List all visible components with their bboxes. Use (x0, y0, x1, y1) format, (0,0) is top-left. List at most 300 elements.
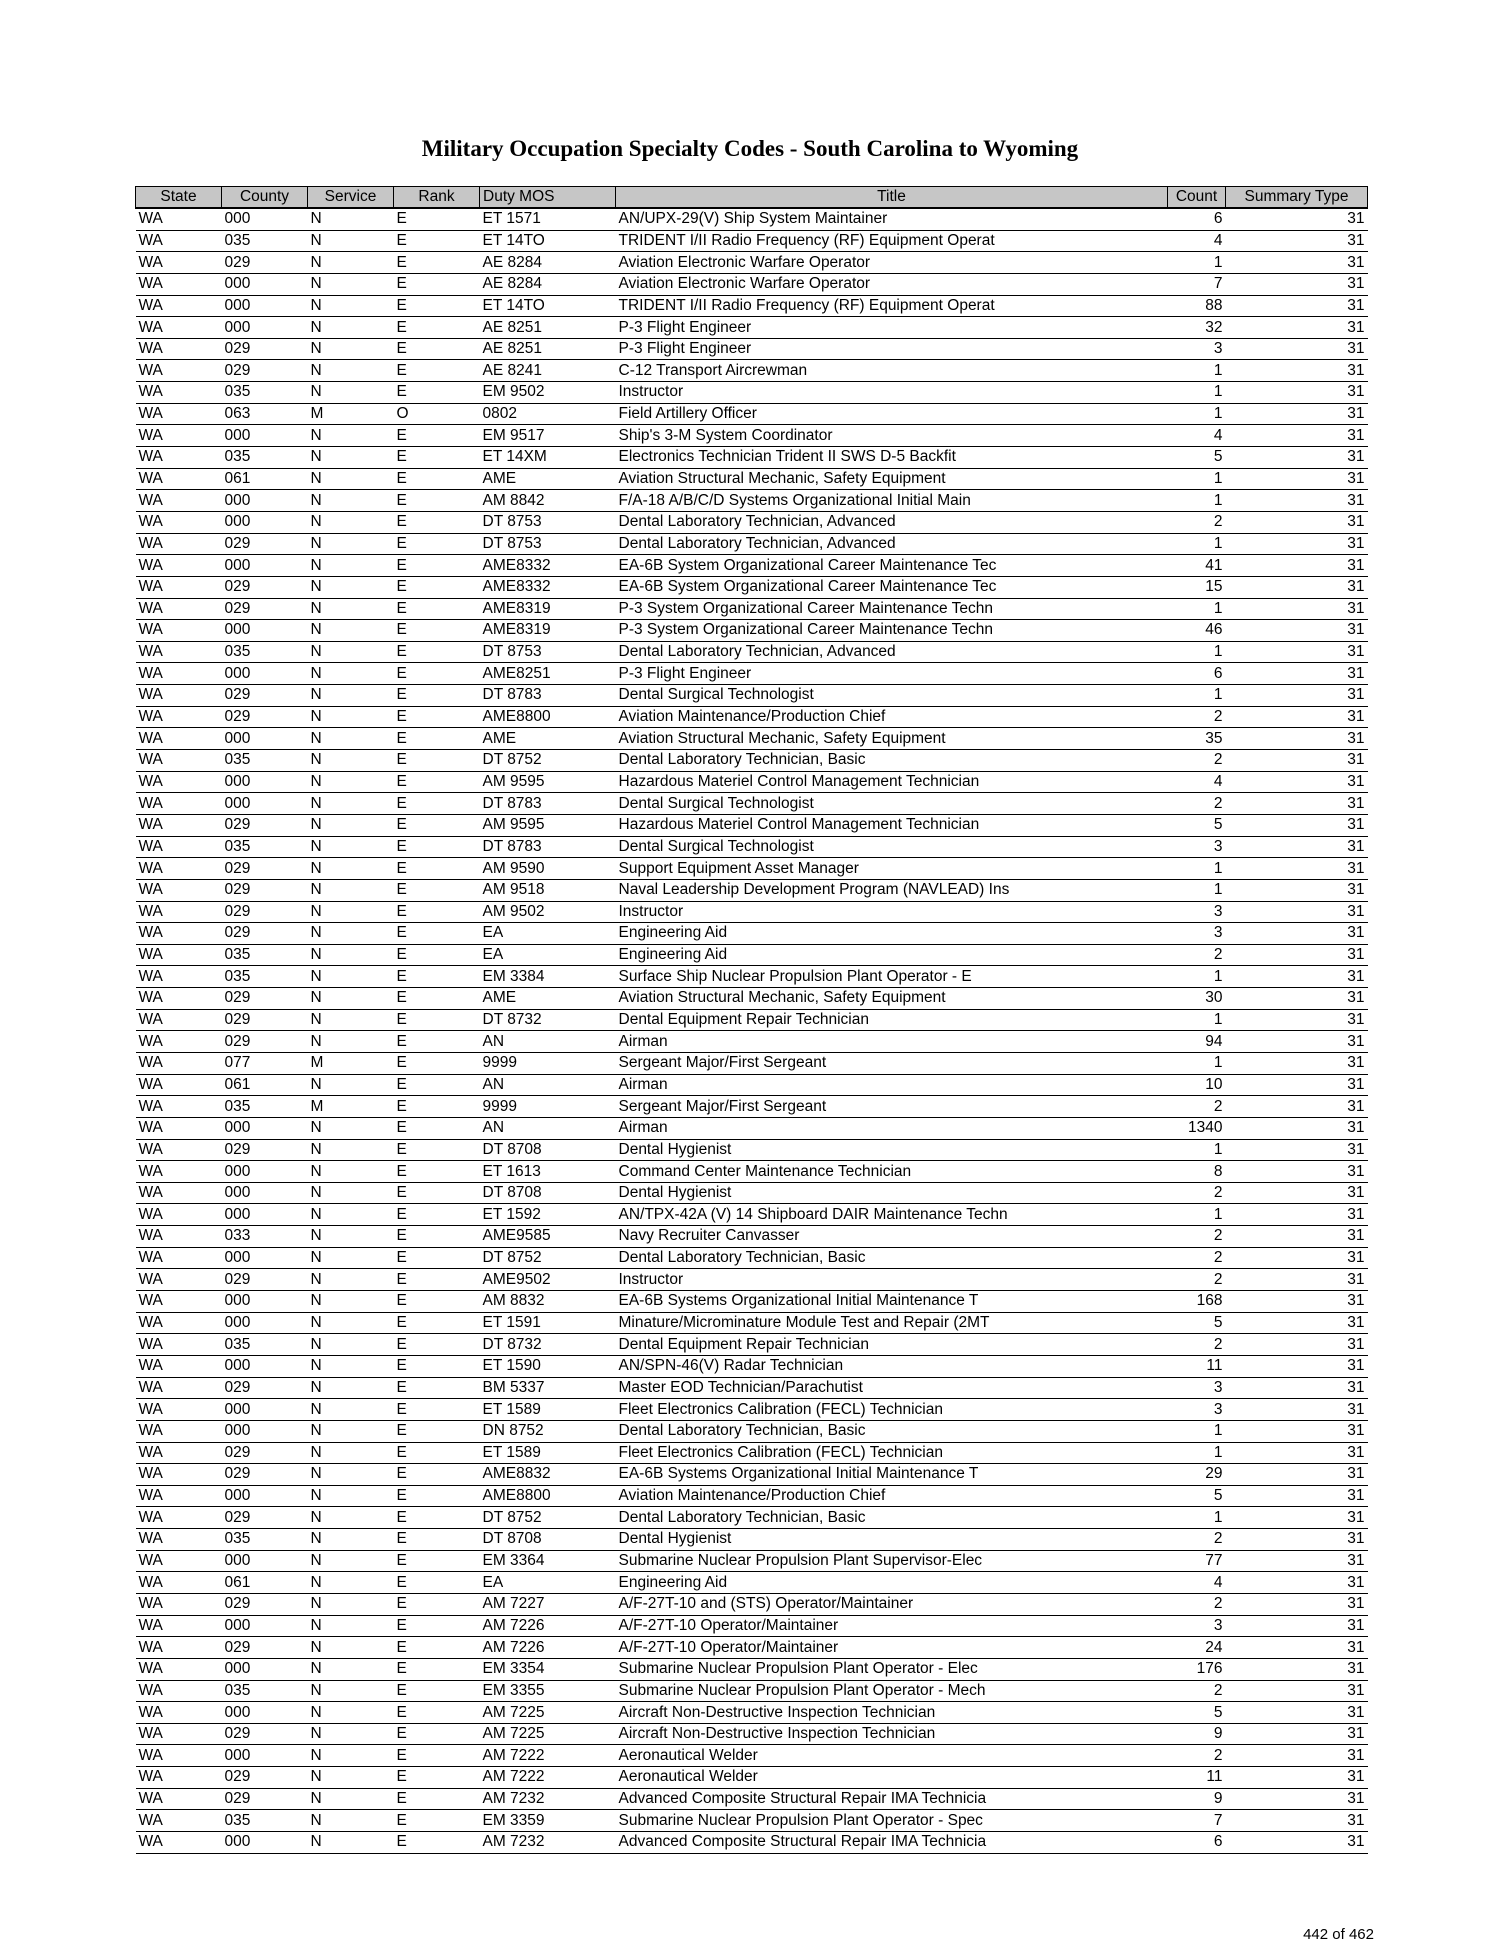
cell-service: N (308, 338, 394, 360)
cell-state: WA (136, 858, 222, 880)
cell-duty-mos: EM 3364 (480, 1550, 616, 1572)
cell-title: Submarine Nuclear Propulsion Plant Operator - Elec (616, 1658, 1168, 1680)
cell-service: N (308, 1226, 394, 1248)
cell-duty-mos: ET 14TO (480, 295, 616, 317)
cell-count: 2 (1168, 1680, 1226, 1702)
cell-summary-type: 31 (1226, 1052, 1368, 1074)
cell-duty-mos: BM 5337 (480, 1377, 616, 1399)
cell-rank: E (394, 663, 480, 685)
cell-county: 029 (222, 1464, 308, 1486)
cell-title: Dental Hygienist (616, 1182, 1168, 1204)
cell-count: 1 (1168, 533, 1226, 555)
cell-rank: E (394, 1204, 480, 1226)
table-row (136, 1161, 1368, 1183)
col-header-duty-mos: Duty MOS (480, 187, 616, 209)
cell-service: N (308, 252, 394, 274)
cell-state: WA (136, 1269, 222, 1291)
cell-service: N (308, 1161, 394, 1183)
cell-duty-mos: AME (480, 728, 616, 750)
cell-summary-type: 31 (1226, 814, 1368, 836)
cell-title: Hazardous Materiel Control Management Technician (616, 771, 1168, 793)
cell-summary-type: 31 (1226, 1182, 1368, 1204)
cell-rank: E (394, 1074, 480, 1096)
cell-duty-mos: AM 7226 (480, 1637, 616, 1659)
table-row (136, 1507, 1368, 1529)
cell-county: 029 (222, 338, 308, 360)
cell-summary-type: 31 (1226, 1810, 1368, 1832)
cell-duty-mos: DT 8783 (480, 836, 616, 858)
cell-service: N (308, 1399, 394, 1421)
table-row (136, 1615, 1368, 1637)
table-row (136, 1420, 1368, 1442)
cell-state: WA (136, 1810, 222, 1832)
cell-rank: E (394, 1615, 480, 1637)
table-row (136, 1312, 1368, 1334)
cell-state: WA (136, 382, 222, 404)
cell-duty-mos: AME8251 (480, 663, 616, 685)
cell-county: 077 (222, 1052, 308, 1074)
cell-count: 2 (1168, 1182, 1226, 1204)
cell-title: Support Equipment Asset Manager (616, 858, 1168, 880)
cell-state: WA (136, 1334, 222, 1356)
cell-title: Naval Leadership Development Program (NAVLEAD) Ins (616, 879, 1168, 901)
cell-rank: E (394, 490, 480, 512)
cell-summary-type: 31 (1226, 533, 1368, 555)
cell-state: WA (136, 1355, 222, 1377)
cell-service: N (308, 230, 394, 252)
cell-count: 94 (1168, 1031, 1226, 1053)
cell-state: WA (136, 403, 222, 425)
table-row (136, 1139, 1368, 1161)
cell-service: N (308, 793, 394, 815)
cell-title: Dental Hygienist (616, 1139, 1168, 1161)
cell-state: WA (136, 1594, 222, 1616)
cell-rank: E (394, 1702, 480, 1724)
table-row (136, 793, 1368, 815)
cell-duty-mos: EA (480, 923, 616, 945)
cell-summary-type: 31 (1226, 1334, 1368, 1356)
cell-duty-mos: AME (480, 468, 616, 490)
cell-service: N (308, 490, 394, 512)
cell-title: Dental Equipment Repair Technician (616, 1009, 1168, 1031)
cell-count: 24 (1168, 1637, 1226, 1659)
cell-service: N (308, 511, 394, 533)
cell-title: EA-6B Systems Organizational Initial Maintenance T (616, 1291, 1168, 1313)
cell-state: WA (136, 1139, 222, 1161)
table-row (136, 1767, 1368, 1789)
cell-count: 2 (1168, 1529, 1226, 1551)
cell-summary-type: 31 (1226, 901, 1368, 923)
cell-rank: E (394, 836, 480, 858)
cell-title: Submarine Nuclear Propulsion Plant Supervisor-Elec (616, 1550, 1168, 1572)
cell-rank: E (394, 966, 480, 988)
cell-title: Navy Recruiter Canvasser (616, 1226, 1168, 1248)
cell-duty-mos: AM 8842 (480, 490, 616, 512)
cell-title: Aeronautical Welder (616, 1767, 1168, 1789)
cell-county: 029 (222, 1269, 308, 1291)
cell-state: WA (136, 555, 222, 577)
cell-state: WA (136, 447, 222, 469)
cell-rank: E (394, 1009, 480, 1031)
cell-title: Dental Laboratory Technician, Basic (616, 1420, 1168, 1442)
cell-duty-mos: AME9502 (480, 1269, 616, 1291)
cell-county: 000 (222, 1550, 308, 1572)
cell-title: Aviation Maintenance/Production Chief (616, 1485, 1168, 1507)
cell-rank: E (394, 1442, 480, 1464)
cell-rank: E (394, 879, 480, 901)
cell-title: Ship's 3-M System Coordinator (616, 425, 1168, 447)
cell-summary-type: 31 (1226, 1529, 1368, 1551)
cell-county: 000 (222, 511, 308, 533)
cell-state: WA (136, 1507, 222, 1529)
cell-rank: E (394, 1550, 480, 1572)
cell-service: N (308, 879, 394, 901)
cell-rank: E (394, 1572, 480, 1594)
cell-duty-mos: AE 8284 (480, 273, 616, 295)
cell-service: N (308, 966, 394, 988)
cell-title: Aviation Electronic Warfare Operator (616, 252, 1168, 274)
cell-rank: E (394, 295, 480, 317)
cell-count: 2 (1168, 944, 1226, 966)
table-row (136, 208, 1368, 230)
cell-state: WA (136, 1291, 222, 1313)
cell-rank: E (394, 1247, 480, 1269)
cell-title: Aeronautical Welder (616, 1745, 1168, 1767)
cell-duty-mos: AME (480, 988, 616, 1010)
cell-title: Instructor (616, 1269, 1168, 1291)
cell-service: N (308, 944, 394, 966)
cell-rank: E (394, 1637, 480, 1659)
cell-title: Aircraft Non-Destructive Inspection Technician (616, 1702, 1168, 1724)
cell-state: WA (136, 1572, 222, 1594)
cell-summary-type: 31 (1226, 1507, 1368, 1529)
cell-count: 30 (1168, 988, 1226, 1010)
cell-duty-mos: DT 8783 (480, 793, 616, 815)
cell-rank: E (394, 1312, 480, 1334)
cell-count: 2 (1168, 706, 1226, 728)
cell-rank: E (394, 1399, 480, 1421)
cell-service: N (308, 1745, 394, 1767)
cell-count: 5 (1168, 814, 1226, 836)
cell-duty-mos: AME8800 (480, 706, 616, 728)
cell-count: 1 (1168, 879, 1226, 901)
cell-count: 6 (1168, 663, 1226, 685)
cell-county: 035 (222, 1096, 308, 1118)
cell-summary-type: 31 (1226, 988, 1368, 1010)
cell-duty-mos: ET 1591 (480, 1312, 616, 1334)
cell-service: N (308, 1420, 394, 1442)
cell-duty-mos: AME8319 (480, 598, 616, 620)
cell-count: 88 (1168, 295, 1226, 317)
table-row (136, 1442, 1368, 1464)
table-row (136, 1096, 1368, 1118)
table-row (136, 1550, 1368, 1572)
cell-title: P-3 Flight Engineer (616, 317, 1168, 339)
cell-state: WA (136, 360, 222, 382)
cell-count: 41 (1168, 555, 1226, 577)
cell-title: Instructor (616, 382, 1168, 404)
cell-state: WA (136, 814, 222, 836)
cell-rank: E (394, 360, 480, 382)
cell-summary-type: 31 (1226, 944, 1368, 966)
cell-duty-mos: AME9585 (480, 1226, 616, 1248)
cell-count: 1 (1168, 382, 1226, 404)
cell-title: Airman (616, 1031, 1168, 1053)
cell-county: 035 (222, 382, 308, 404)
cell-summary-type: 31 (1226, 1204, 1368, 1226)
cell-rank: E (394, 728, 480, 750)
cell-rank: E (394, 1031, 480, 1053)
table-row (136, 490, 1368, 512)
cell-summary-type: 31 (1226, 1745, 1368, 1767)
cell-summary-type: 31 (1226, 576, 1368, 598)
cell-county: 029 (222, 533, 308, 555)
cell-county: 035 (222, 1529, 308, 1551)
cell-duty-mos: DT 8708 (480, 1139, 616, 1161)
cell-service: N (308, 750, 394, 772)
col-header-rank: Rank (394, 187, 480, 209)
cell-service: N (308, 1377, 394, 1399)
cell-duty-mos: AM 7227 (480, 1594, 616, 1616)
cell-summary-type: 31 (1226, 208, 1368, 230)
table-row (136, 425, 1368, 447)
cell-duty-mos: AN (480, 1117, 616, 1139)
cell-count: 2 (1168, 1594, 1226, 1616)
cell-rank: E (394, 1096, 480, 1118)
cell-duty-mos: DT 8752 (480, 1247, 616, 1269)
table-row (136, 1702, 1368, 1724)
cell-county: 029 (222, 901, 308, 923)
cell-state: WA (136, 576, 222, 598)
page-title: Military Occupation Specialty Codes - South Carolina to Wyoming (421, 136, 1079, 161)
cell-count: 1 (1168, 360, 1226, 382)
cell-duty-mos: DT 8753 (480, 511, 616, 533)
cell-duty-mos: AM 9595 (480, 814, 616, 836)
cell-rank: E (394, 273, 480, 295)
cell-summary-type: 31 (1226, 1009, 1368, 1031)
cell-service: N (308, 1594, 394, 1616)
cell-county: 000 (222, 1702, 308, 1724)
cell-title: F/A-18 A/B/C/D Systems Organizational Initial Main (616, 490, 1168, 512)
cell-duty-mos: AE 8241 (480, 360, 616, 382)
cell-rank: E (394, 1723, 480, 1745)
cell-rank: E (394, 923, 480, 945)
table-row (136, 382, 1368, 404)
cell-rank: E (394, 858, 480, 880)
table-row (136, 750, 1368, 772)
cell-county: 029 (222, 1723, 308, 1745)
cell-state: WA (136, 1745, 222, 1767)
cell-summary-type: 31 (1226, 1117, 1368, 1139)
cell-state: WA (136, 706, 222, 728)
table-row (136, 1658, 1368, 1680)
cell-rank: E (394, 1182, 480, 1204)
cell-state: WA (136, 468, 222, 490)
cell-duty-mos: AN (480, 1074, 616, 1096)
cell-service: N (308, 360, 394, 382)
cell-title: Dental Surgical Technologist (616, 793, 1168, 815)
cell-service: N (308, 1139, 394, 1161)
table-row (136, 1399, 1368, 1421)
cell-state: WA (136, 1680, 222, 1702)
cell-summary-type: 31 (1226, 317, 1368, 339)
cell-county: 061 (222, 1572, 308, 1594)
cell-summary-type: 31 (1226, 252, 1368, 274)
cell-service: N (308, 447, 394, 469)
cell-rank: E (394, 1464, 480, 1486)
cell-service: N (308, 1832, 394, 1854)
cell-service: N (308, 1637, 394, 1659)
cell-rank: E (394, 1680, 480, 1702)
cell-title: Advanced Composite Structural Repair IMA Technicia (616, 1832, 1168, 1854)
cell-county: 035 (222, 1680, 308, 1702)
cell-service: N (308, 1550, 394, 1572)
cell-summary-type: 31 (1226, 1420, 1368, 1442)
table-row (136, 403, 1368, 425)
cell-rank: E (394, 1334, 480, 1356)
cell-service: N (308, 425, 394, 447)
cell-count: 1 (1168, 685, 1226, 707)
cell-count: 3 (1168, 1399, 1226, 1421)
cell-count: 168 (1168, 1291, 1226, 1313)
cell-summary-type: 31 (1226, 879, 1368, 901)
table-row (136, 663, 1368, 685)
table-row (136, 1269, 1368, 1291)
cell-count: 7 (1168, 1810, 1226, 1832)
cell-service: N (308, 382, 394, 404)
cell-rank: E (394, 1788, 480, 1810)
cell-county: 029 (222, 858, 308, 880)
cell-rank: E (394, 208, 480, 230)
table-row (136, 1009, 1368, 1031)
cell-state: WA (136, 1442, 222, 1464)
cell-summary-type: 31 (1226, 793, 1368, 815)
cell-rank: E (394, 1745, 480, 1767)
cell-title: Engineering Aid (616, 923, 1168, 945)
cell-state: WA (136, 1767, 222, 1789)
cell-rank: E (394, 1117, 480, 1139)
cell-state: WA (136, 1464, 222, 1486)
cell-title: EA-6B System Organizational Career Maintenance Tec (616, 576, 1168, 598)
table-row (136, 273, 1368, 295)
table-row (136, 1334, 1368, 1356)
cell-duty-mos: AM 9595 (480, 771, 616, 793)
cell-count: 77 (1168, 1550, 1226, 1572)
cell-county: 029 (222, 706, 308, 728)
table-row (136, 576, 1368, 598)
cell-service: N (308, 1810, 394, 1832)
cell-service: N (308, 901, 394, 923)
cell-service: N (308, 706, 394, 728)
cell-summary-type: 31 (1226, 858, 1368, 880)
cell-summary-type: 31 (1226, 1377, 1368, 1399)
cell-state: WA (136, 273, 222, 295)
cell-count: 2 (1168, 793, 1226, 815)
cell-count: 6 (1168, 1832, 1226, 1854)
cell-count: 9 (1168, 1723, 1226, 1745)
cell-duty-mos: AM 7222 (480, 1767, 616, 1789)
cell-summary-type: 31 (1226, 663, 1368, 685)
cell-county: 029 (222, 1377, 308, 1399)
cell-duty-mos: AME8332 (480, 576, 616, 598)
table-row (136, 338, 1368, 360)
cell-state: WA (136, 511, 222, 533)
cell-rank: E (394, 447, 480, 469)
cell-service: N (308, 1182, 394, 1204)
cell-duty-mos: AM 9518 (480, 879, 616, 901)
cell-summary-type: 31 (1226, 1442, 1368, 1464)
cell-count: 9 (1168, 1788, 1226, 1810)
cell-count: 3 (1168, 836, 1226, 858)
cell-count: 2 (1168, 750, 1226, 772)
col-header-service: Service (308, 187, 394, 209)
cell-state: WA (136, 1226, 222, 1248)
cell-title: Instructor (616, 901, 1168, 923)
cell-state: WA (136, 879, 222, 901)
cell-county: 029 (222, 1767, 308, 1789)
cell-service: N (308, 1788, 394, 1810)
cell-county: 029 (222, 879, 308, 901)
cell-duty-mos: DT 8708 (480, 1182, 616, 1204)
cell-county: 000 (222, 1117, 308, 1139)
cell-summary-type: 31 (1226, 403, 1368, 425)
table-row (136, 295, 1368, 317)
cell-service: N (308, 576, 394, 598)
cell-summary-type: 31 (1226, 1832, 1368, 1854)
cell-count: 2 (1168, 1745, 1226, 1767)
cell-county: 000 (222, 425, 308, 447)
cell-count: 10 (1168, 1074, 1226, 1096)
cell-county: 000 (222, 1615, 308, 1637)
cell-county: 029 (222, 1507, 308, 1529)
cell-duty-mos: ET 1589 (480, 1442, 616, 1464)
cell-state: WA (136, 1312, 222, 1334)
table-row (136, 533, 1368, 555)
cell-title: Submarine Nuclear Propulsion Plant Operator - Spec (616, 1810, 1168, 1832)
cell-county: 000 (222, 728, 308, 750)
cell-rank: E (394, 382, 480, 404)
cell-rank: E (394, 1810, 480, 1832)
cell-county: 029 (222, 1788, 308, 1810)
cell-title: Airman (616, 1117, 1168, 1139)
cell-county: 035 (222, 966, 308, 988)
cell-duty-mos: AM 7225 (480, 1702, 616, 1724)
cell-summary-type: 31 (1226, 468, 1368, 490)
cell-summary-type: 31 (1226, 1269, 1368, 1291)
cell-summary-type: 31 (1226, 230, 1368, 252)
cell-count: 3 (1168, 923, 1226, 945)
cell-rank: E (394, 988, 480, 1010)
cell-title: Field Artillery Officer (616, 403, 1168, 425)
cell-rank: E (394, 1226, 480, 1248)
cell-summary-type: 31 (1226, 1485, 1368, 1507)
cell-duty-mos: 0802 (480, 403, 616, 425)
cell-state: WA (136, 966, 222, 988)
cell-rank: E (394, 533, 480, 555)
table-row (136, 706, 1368, 728)
cell-count: 1 (1168, 598, 1226, 620)
cell-state: WA (136, 1247, 222, 1269)
cell-service: N (308, 620, 394, 642)
cell-rank: E (394, 814, 480, 836)
cell-county: 063 (222, 403, 308, 425)
cell-state: WA (136, 1161, 222, 1183)
cell-title: EA-6B System Organizational Career Maintenance Tec (616, 555, 1168, 577)
cell-county: 029 (222, 576, 308, 598)
cell-count: 5 (1168, 1485, 1226, 1507)
cell-title: Command Center Maintenance Technician (616, 1161, 1168, 1183)
cell-service: N (308, 295, 394, 317)
